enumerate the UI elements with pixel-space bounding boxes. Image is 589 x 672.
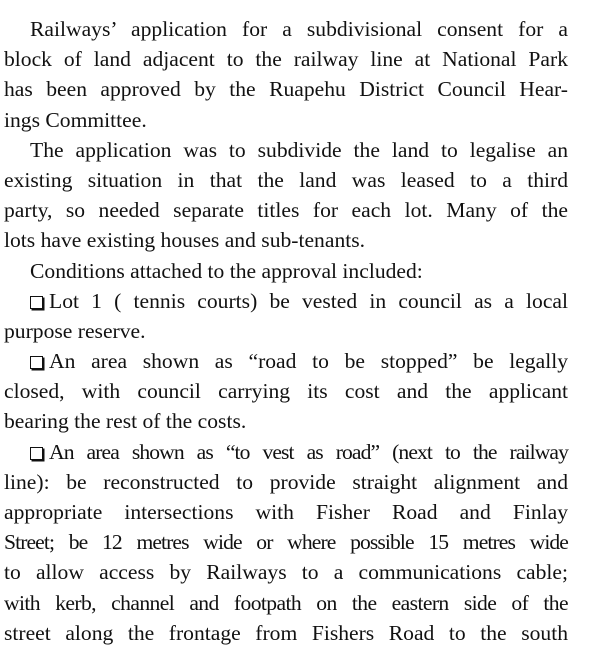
text-line: Street; be 12 metres wide or where possible 15 metres wide xyxy=(4,530,568,555)
text-line: bearing the rest of the costs. xyxy=(4,409,247,434)
condition-item-3 xyxy=(4,437,568,648)
text-line: party, so needed separate titles for each lot. Many of the xyxy=(4,198,568,223)
paragraph-2 xyxy=(4,135,568,256)
text-line: has been approved by the Ruapehu District Council Hear- xyxy=(4,77,568,102)
text-line: to allow access by Railways to a communications cable; xyxy=(4,560,568,585)
text-line: Railways’ application for a subdivisional consent for a xyxy=(30,17,568,41)
text-line xyxy=(4,437,568,467)
text-line: closed, with council carrying its cost and the applicant xyxy=(4,379,568,404)
checkbox-icon xyxy=(30,356,43,369)
text-line: purpose reserve. xyxy=(4,318,146,343)
article-body xyxy=(4,14,568,648)
text-line: appropriate intersections with Fisher Road and Finlay xyxy=(4,500,568,524)
text-line: The application was to subdivide the land to legalise an xyxy=(30,137,568,162)
condition-text: An area shown as “to vest as road” (next to the railway xyxy=(49,439,568,464)
condition-text: Lot 1 ( tennis courts) be vested in council as a local xyxy=(49,288,568,313)
text-line: existing situation in that the land was leased to a third xyxy=(4,167,568,192)
text-line xyxy=(4,286,568,316)
text-line: street along the frontage from Fishers Road to the south xyxy=(4,620,568,645)
text-line: Conditions attached to the approval included: xyxy=(30,258,423,283)
condition-item-1 xyxy=(4,286,568,346)
text-line xyxy=(4,346,568,376)
text-line: ings Committee. xyxy=(4,107,147,132)
paragraph-1 xyxy=(4,14,568,135)
checkbox-icon xyxy=(30,447,43,460)
condition-text: An area shown as “road to be stopped” be legally xyxy=(49,349,568,374)
paragraph-3 xyxy=(4,256,568,286)
text-line: with kerb, channel and footpath on the eastern side of the xyxy=(4,590,568,615)
text-line: block of land adjacent to the railway line at National Park xyxy=(4,47,568,72)
text-line: line): be reconstructed to provide straight alignment and xyxy=(4,469,568,494)
text-line: lots have existing houses and sub-tenants. xyxy=(4,228,366,253)
condition-item-2 xyxy=(4,346,568,437)
checkbox-icon xyxy=(30,296,43,309)
